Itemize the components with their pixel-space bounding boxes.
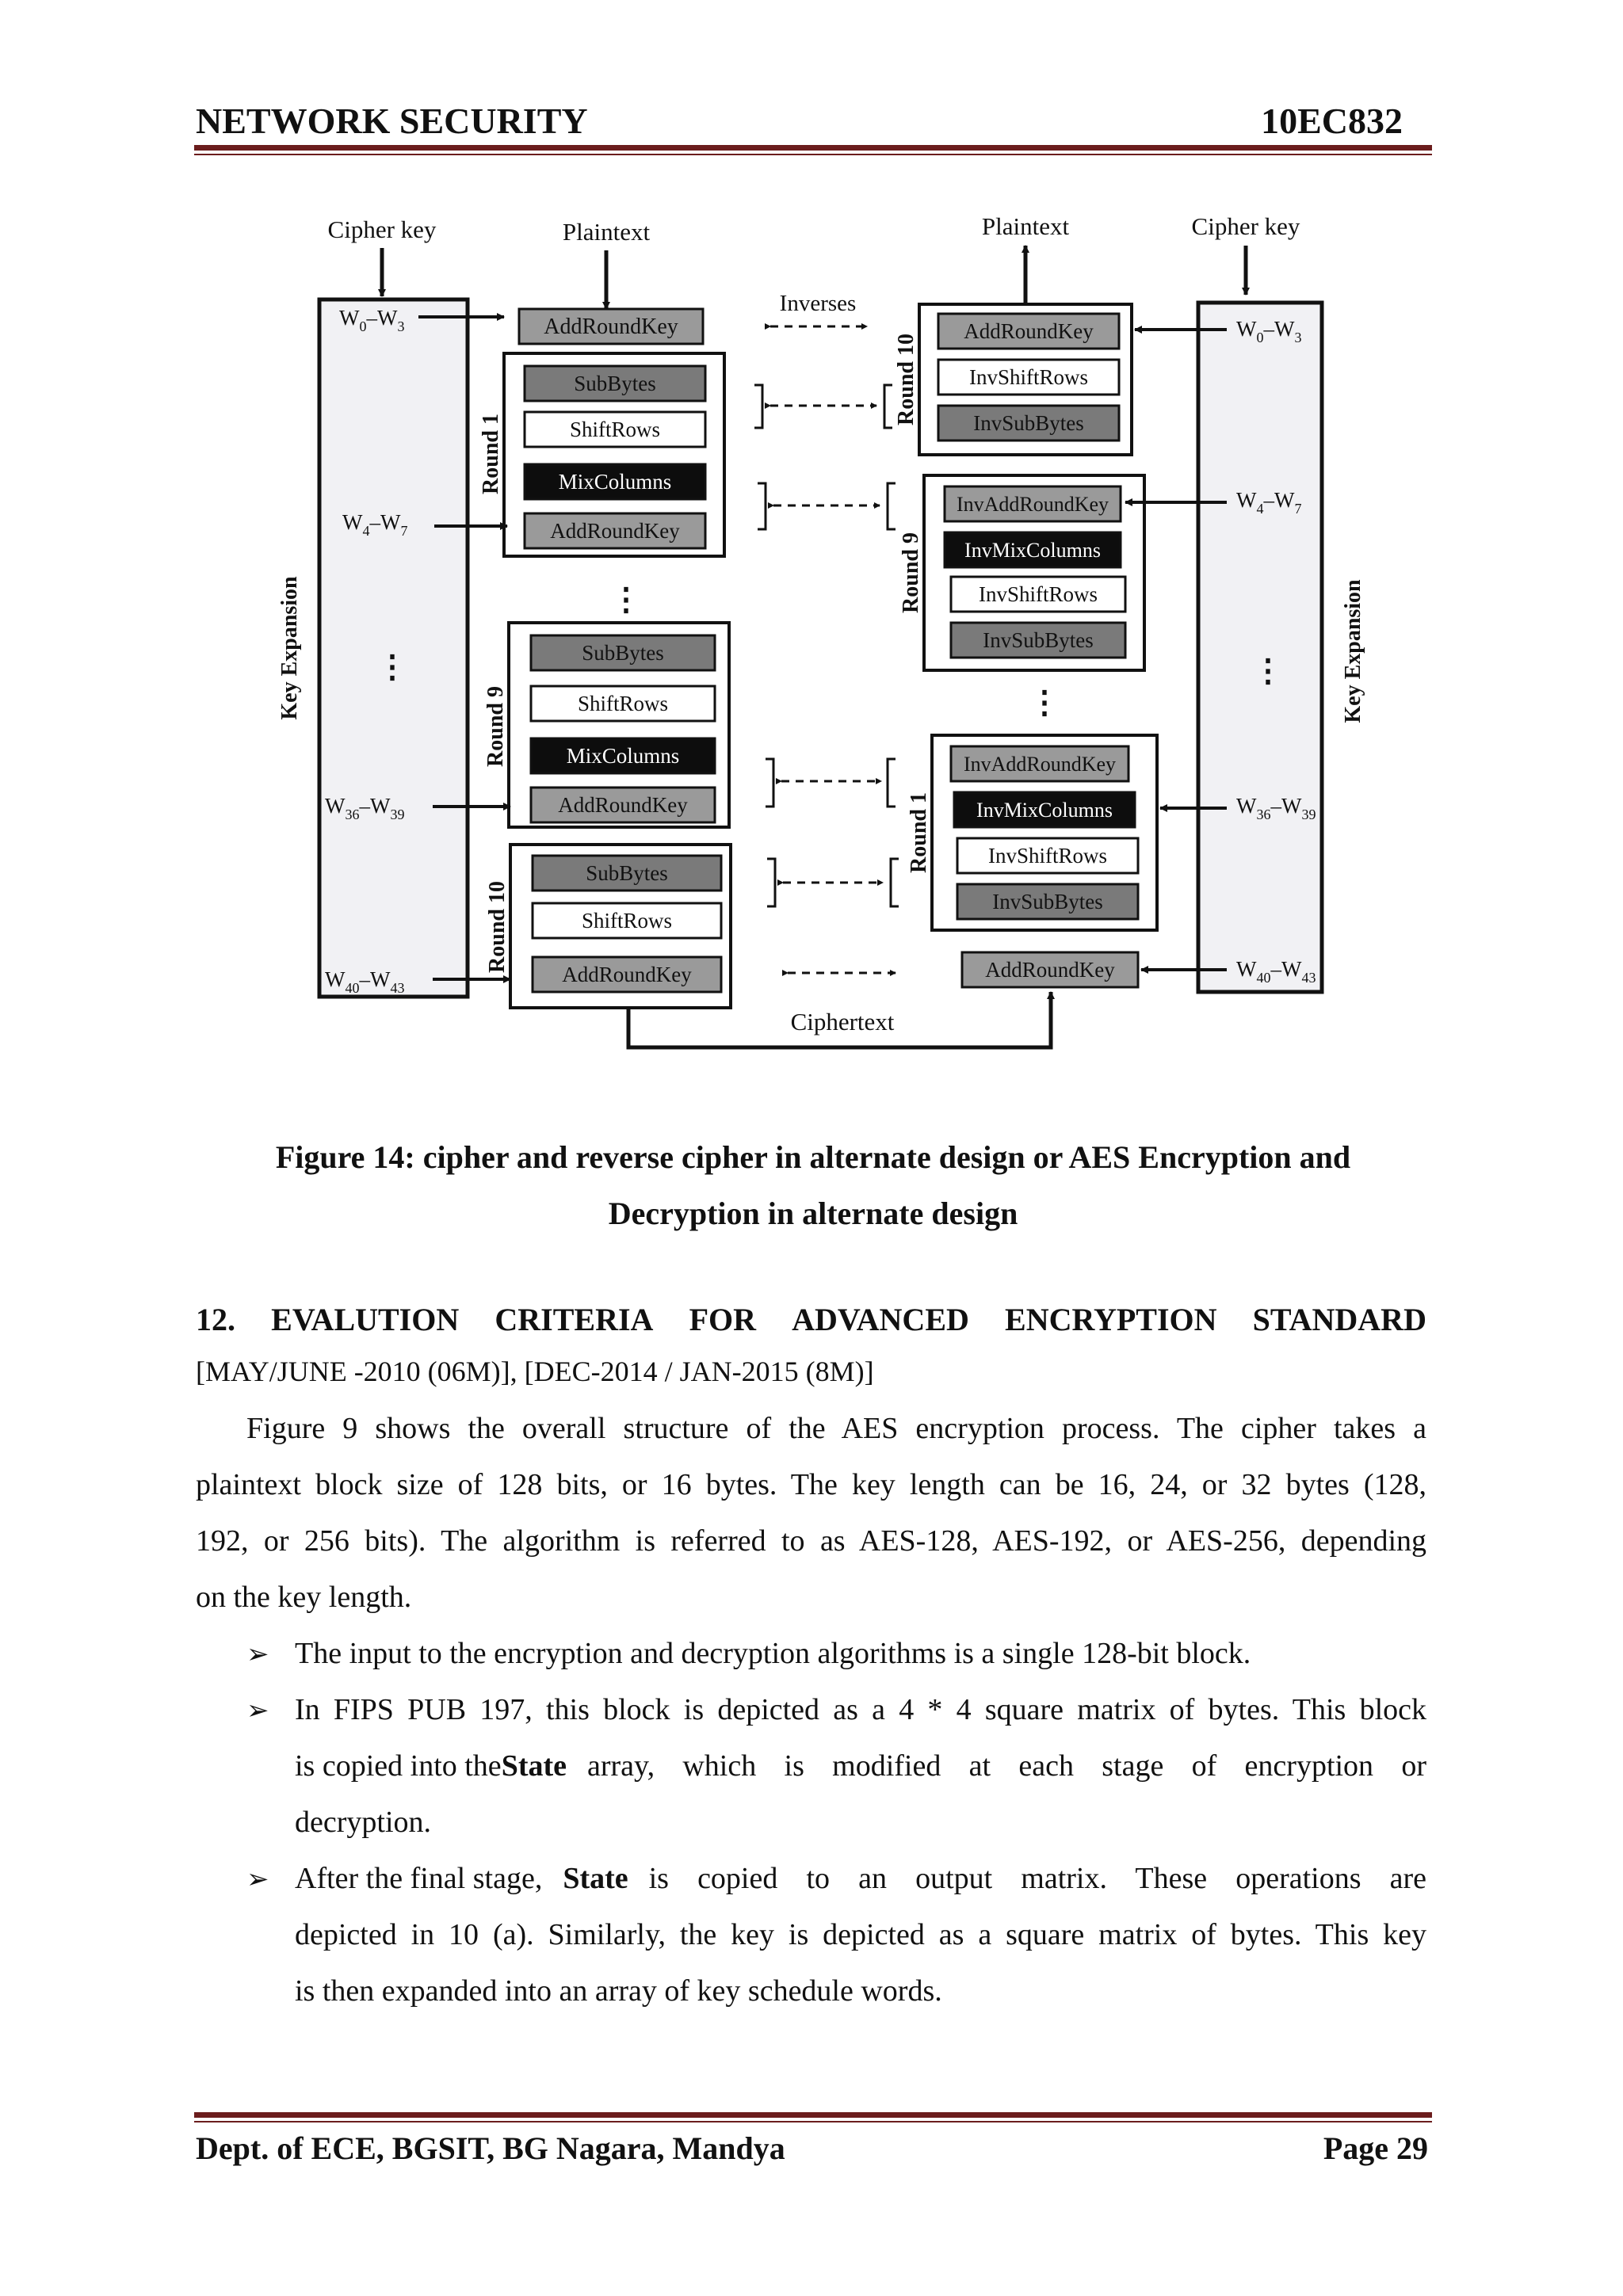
round1-shiftrows-label: ShiftRows <box>569 418 661 441</box>
figure-caption-line-2: Decryption in alternate design <box>608 1196 1018 1231</box>
bracket-left-4 <box>767 859 775 906</box>
bullet-arrow-icon: ➢ <box>246 1865 269 1894</box>
paragraph-line-1: Figure 9 shows the overall structure of the AES encryption process. The cipher takes a <box>246 1412 1426 1445</box>
ciphertext-label: Ciphertext <box>790 1008 895 1035</box>
bracket-right-4 <box>891 859 899 906</box>
footer-rule <box>194 2112 1432 2118</box>
dec-r10-invsubbytes-label: InvSubBytes <box>973 411 1084 435</box>
section-heading-word: EVALUTION <box>271 1302 460 1337</box>
dots-key-right: ⋮ <box>1252 653 1284 688</box>
round9-mixcolumns-label: MixColumns <box>566 744 680 768</box>
key-expansion-left <box>319 299 468 997</box>
bullet-2-text: array, which is modified at each stage of encryption or <box>587 1749 1426 1783</box>
round9-addroundkey-label: AddRoundKey <box>558 793 688 817</box>
header-course-code: 10EC832 <box>1261 101 1403 141</box>
w-label-4-7-right: $W_4-W_7$ <box>1236 488 1302 517</box>
bullet-2-line-2 <box>295 1738 1426 1794</box>
bracket-right-2 <box>888 483 896 529</box>
round9-dec-label: Round 9 <box>899 532 923 613</box>
w-label-36-39-left: $W_{36}-W_{39}$ <box>325 794 405 822</box>
round10-dec-label: Round 10 <box>894 334 918 425</box>
bullet-1-text: The input to the encryption and decryption algorithms is a single 128-bit block. <box>295 1637 1251 1670</box>
figure-caption-line-1: Figure 14: cipher and reverse cipher in alternate design or AES Encryption and <box>275 1139 1351 1175</box>
w-label-0-3-left: $W_0-W_3$ <box>339 306 405 334</box>
bullet-2-text: is copied into the <box>295 1749 502 1783</box>
bracket-right-1 <box>884 385 892 428</box>
round1-enc-label: Round 1 <box>479 414 503 494</box>
bullet-3-text: is copied to an output matrix. These operations are <box>648 1862 1426 1895</box>
section-heading-word: 12. <box>196 1302 235 1337</box>
bullet-3-text: After the final stage, <box>295 1862 543 1895</box>
round10-enc-label: Round 10 <box>485 881 510 973</box>
footer-rule-thin <box>194 2121 1432 2122</box>
section-heading-word: FOR <box>689 1302 757 1337</box>
paragraph-line-2: plaintext block size of 128 bits, or 16 bytes. The key length can be 16, 24, or 32 bytes (128, <box>196 1468 1426 1501</box>
dec-r10-invshiftrows-label: InvShiftRows <box>968 365 1089 389</box>
key-expansion-right <box>1198 303 1322 992</box>
plaintext-label-right: Plaintext <box>981 212 1070 240</box>
dec-final-addroundkey-label: AddRoundKey <box>985 958 1115 982</box>
bracket-right-3 <box>888 759 896 807</box>
round10-shiftrows-label: ShiftRows <box>581 909 673 933</box>
paragraph-line-3: 192, or 256 bits). The algorithm is referred to as AES-128, AES-192, or AES-256, depending <box>196 1524 1426 1558</box>
round10-addroundkey-label: AddRoundKey <box>562 963 692 986</box>
dec-r9-invaddroundkey-label: InvAddRoundKey <box>956 493 1109 516</box>
section-heading <box>196 1301 1426 1338</box>
inverses-label: Inverses <box>779 291 857 316</box>
round9-enc-label: Round 9 <box>483 686 508 767</box>
w-label-40-43-left: $W_{40}-W_{43}$ <box>325 967 405 996</box>
bullet-3-line-3: is then expanded into an array of key schedule words. <box>295 1974 942 2008</box>
bullet-2-line-3: decryption. <box>295 1806 432 1839</box>
round9-subbytes-label: SubBytes <box>582 641 664 665</box>
section-heading-word: ADVANCED <box>792 1302 969 1337</box>
exam-reference: [MAY/JUNE -2010 (06M)], [DEC-2014 / JAN-2015 (8M)] <box>196 1356 874 1387</box>
dec-r1-invmixcolumns-label: InvMixColumns <box>976 799 1113 822</box>
dec-r9-invshiftrows-label: InvShiftRows <box>978 582 1098 606</box>
w-label-4-7-left: $W_4-W_7$ <box>342 510 408 539</box>
state-term: State <box>563 1862 628 1895</box>
round10-subbytes-label: SubBytes <box>586 861 668 885</box>
round1-mixcolumns-label: MixColumns <box>558 470 672 494</box>
round1-subbytes-label: SubBytes <box>574 372 656 395</box>
dec-r9-invsubbytes-label: InvSubBytes <box>983 628 1094 652</box>
round1-dec-label: Round 1 <box>907 792 931 873</box>
dec-r9-invmixcolumns-label: InvMixColumns <box>964 539 1101 562</box>
bullet-2-line-1: In FIPS PUB 197, this block is depicted as a 4 * 4 square matrix of bytes. This block <box>295 1693 1426 1726</box>
header-title: NETWORK SECURITY <box>196 101 588 141</box>
bullet-3-line-2: depicted in 10 (a). Similarly, the key is depicted as a square matrix of bytes. This key <box>295 1918 1426 1951</box>
plaintext-label-left: Plaintext <box>562 218 651 246</box>
section-heading-word: CRITERIA <box>495 1302 654 1337</box>
dec-r1-invshiftrows-label: InvShiftRows <box>987 844 1108 868</box>
round9-shiftrows-label: ShiftRows <box>577 692 669 715</box>
section-heading-word: ENCRYPTION <box>1005 1302 1217 1337</box>
cipher-key-label-right: Cipher key <box>1191 212 1300 240</box>
w-label-36-39-right: $W_{36}-W_{39}$ <box>1236 794 1316 822</box>
bracket-left-2 <box>758 483 766 529</box>
dots-dec-middle: ⋮ <box>1029 685 1060 720</box>
round1-addroundkey-label: AddRoundKey <box>550 519 680 543</box>
initial-addroundkey-label: AddRoundKey <box>544 315 678 339</box>
page-number: Page 29 <box>1323 2130 1428 2166</box>
dots-enc-middle: ⋮ <box>610 582 642 617</box>
key-expansion-label-right: Key Expansion <box>1341 579 1365 723</box>
dec-r1-invsubbytes-label: InvSubBytes <box>992 890 1103 913</box>
bullet-3-line-1 <box>295 1851 1426 1907</box>
dec-r10-addroundkey-label: AddRoundKey <box>964 319 1094 343</box>
aes-figure <box>0 0 1623 1109</box>
w-label-40-43-right: $W_{40}-W_{43}$ <box>1236 957 1316 986</box>
key-expansion-label-left: Key Expansion <box>277 576 302 720</box>
bracket-left-3 <box>766 759 773 807</box>
bracket-left-1 <box>754 385 762 428</box>
bullet-arrow-icon: ➢ <box>246 1640 269 1669</box>
section-heading-word: STANDARD <box>1252 1302 1426 1337</box>
dec-r1-invaddroundkey-label: InvAddRoundKey <box>963 753 1117 776</box>
cipher-key-label-left: Cipher key <box>327 215 437 243</box>
footer-department: Dept. of ECE, BGSIT, BG Nagara, Mandya <box>196 2130 785 2166</box>
paragraph-line-4: on the key length. <box>196 1581 412 1614</box>
dots-key-left: ⋮ <box>376 649 408 685</box>
bullet-arrow-icon: ➢ <box>246 1696 269 1726</box>
state-term: State <box>501 1749 567 1783</box>
w-label-0-3-right: $W_0-W_3$ <box>1236 317 1302 345</box>
